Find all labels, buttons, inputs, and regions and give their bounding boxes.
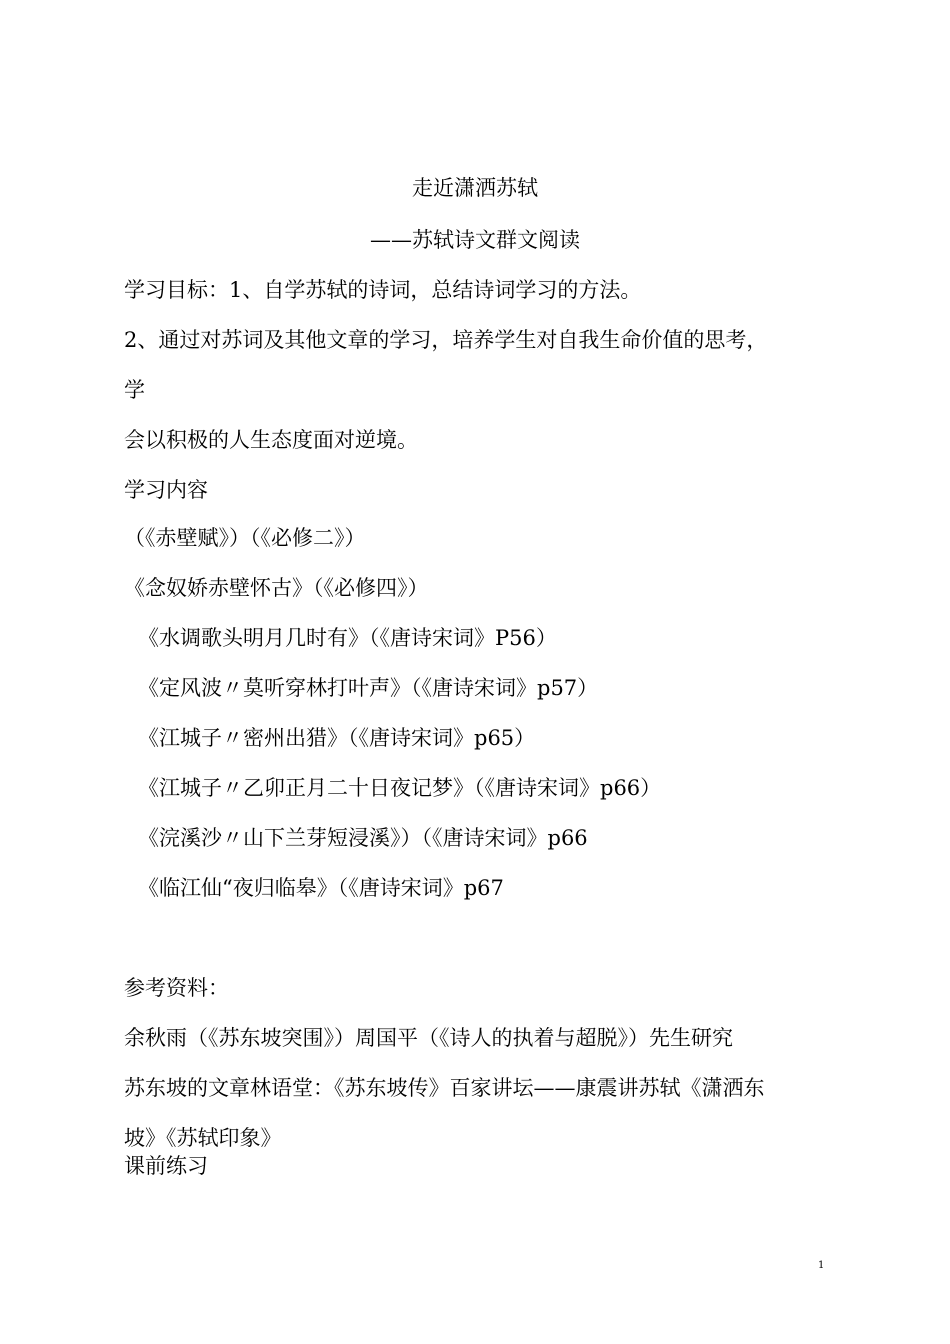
content-item: 《临江仙“夜归临皋》（《唐诗宋词》p67 <box>138 876 504 900</box>
references-line-3: 坡》《苏轼印象》 <box>124 1126 282 1150</box>
content-heading: 学习内容 <box>124 478 208 502</box>
content-item: 《水调歌头明月几时有》（《唐诗宋词》P56） <box>138 626 557 650</box>
objectives-line-1: 学习目标：1、自学苏轼的诗词，总结诗词学习的方法。 <box>124 278 642 302</box>
objectives-line-3: 学 <box>124 378 145 402</box>
content-item: 《江城子〃密州出猎》（《唐诗宋词》p65） <box>138 726 536 750</box>
content-item: 《浣溪沙〃山下兰芽短浸溪》）（《唐诗宋词》p66 <box>138 826 588 850</box>
page-number: 1 <box>818 1260 825 1271</box>
content-item: 《念奴娇赤壁怀古》（《必修四》） <box>124 576 429 600</box>
references-line-2: 苏东坡的文章林语堂：《苏东坡传》百家讲坛——康震讲苏轼《潇洒东 <box>124 1076 765 1100</box>
document-title: 走近潇洒苏轼 <box>412 176 538 200</box>
content-item: 《江城子〃乙卯正月二十日夜记梦》（《唐诗宋词》p66） <box>138 776 662 800</box>
objectives-line-2: 2、通过对苏词及其他文章的学习，培养学生对自我生命价值的思考， <box>124 328 768 352</box>
references-heading: 参考资料： <box>124 976 229 1000</box>
document-subtitle: ——苏轼诗文群文阅读 <box>370 228 580 252</box>
objectives-line-4: 会以积极的人生态度面对逆境。 <box>124 428 418 452</box>
references-line-1: 余秋雨（《苏东坡突围》）周国平（《诗人的执着与超脱》）先生研究 <box>124 1026 733 1050</box>
content-item: 《定风波〃莫听穿林打叶声》（《唐诗宋词》p57） <box>138 676 599 700</box>
content-item: （《赤壁赋》）（《必修二》） <box>124 526 366 550</box>
exercise-heading: 课前练习 <box>124 1154 208 1178</box>
